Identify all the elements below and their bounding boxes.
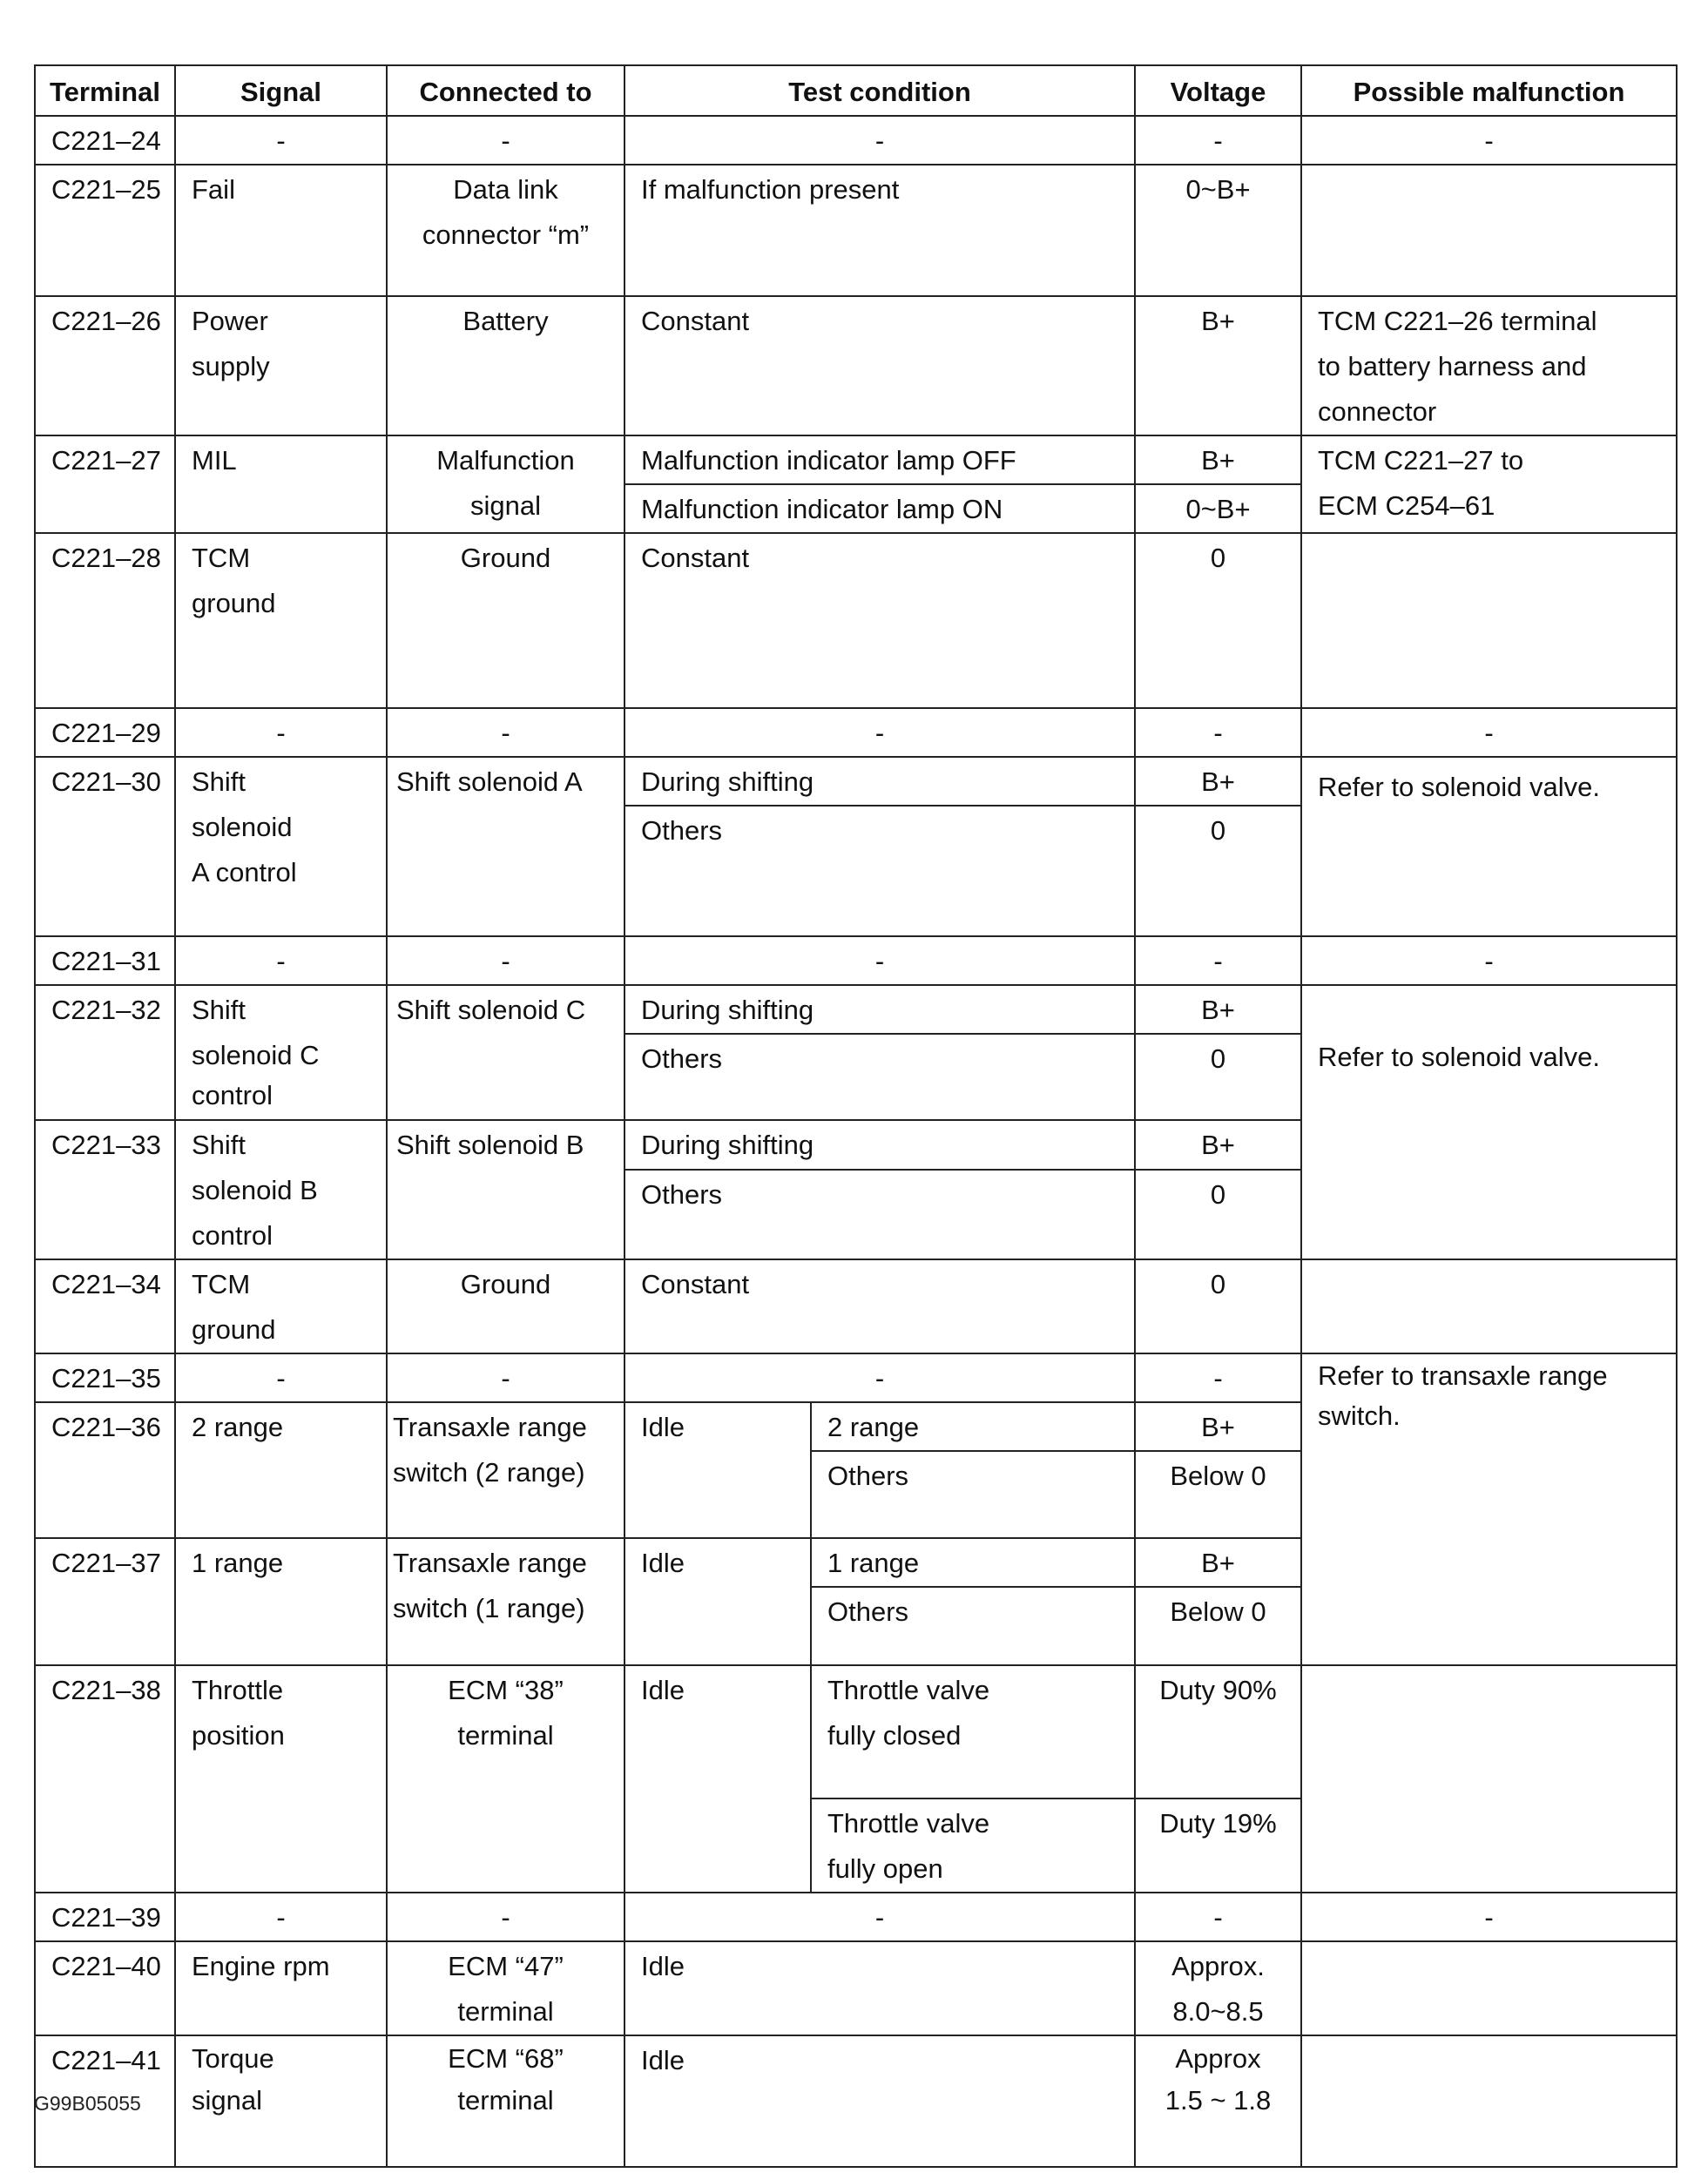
cell-condition: Idle	[624, 1538, 811, 1665]
cell-connected: ECM “68” terminal	[387, 2035, 624, 2167]
table-row	[35, 435, 1677, 484]
cell-condition: Constant	[624, 1259, 1135, 1353]
cell-condition: Others	[624, 1170, 1135, 1259]
cell-subcondition: Others	[811, 1451, 1135, 1538]
cell-subcondition: Throttle valve fully open	[811, 1798, 1135, 1893]
cell-condition: Idle	[624, 2035, 1135, 2167]
cell-signal: 2 range	[175, 1402, 387, 1538]
cell-signal: Engine rpm	[175, 1941, 387, 2035]
cell-voltage: B+	[1135, 1538, 1301, 1587]
cell-terminal: C221–29	[35, 708, 175, 757]
cell-condition: During shifting	[624, 1120, 1135, 1170]
cell-signal: TCM ground	[175, 533, 387, 708]
cell-subcondition: Throttle valve fully closed	[811, 1665, 1135, 1798]
cell-terminal: C221–35	[35, 1353, 175, 1402]
cell-terminal: C221–32	[35, 985, 175, 1120]
figure-code: G99B05055	[34, 2092, 141, 2115]
cell-voltage: -	[1135, 1353, 1301, 1402]
cell-signal: TCM ground	[175, 1259, 387, 1353]
cell-voltage: B+	[1135, 1402, 1301, 1451]
cell-malfunction: -	[1301, 708, 1677, 757]
cell-voltage: B+	[1135, 985, 1301, 1034]
cell-terminal: C221–36	[35, 1402, 175, 1538]
table-row	[35, 936, 1677, 985]
cell-connected: Malfunction signal	[387, 435, 624, 533]
cell-voltage: Approx. 8.0~8.5	[1135, 1941, 1301, 2035]
cell-signal: -	[175, 1893, 387, 1941]
cell-malfunction: Refer to solenoid valve.	[1301, 985, 1677, 1259]
cell-connected: Ground	[387, 533, 624, 708]
cell-connected: Ground	[387, 1259, 624, 1353]
cell-condition: Malfunction indicator lamp OFF	[624, 435, 1135, 484]
cell-terminal: C221–37	[35, 1538, 175, 1665]
cell-connected: ECM “47” terminal	[387, 1941, 624, 2035]
cell-malfunction: TCM C221–27 to ECM C254–61	[1301, 435, 1677, 533]
cell-voltage: Approx 1.5 ~ 1.8	[1135, 2035, 1301, 2167]
cell-signal: -	[175, 1353, 387, 1402]
cell-connected: ECM “38” terminal	[387, 1665, 624, 1893]
cell-terminal: C221–34	[35, 1259, 175, 1353]
cell-voltage: 0	[1135, 533, 1301, 708]
cell-condition: Idle	[624, 1402, 811, 1538]
cell-condition: Constant	[624, 533, 1135, 708]
cell-voltage: 0	[1135, 806, 1301, 936]
cell-terminal: C221–40	[35, 1941, 175, 2035]
cell-voltage: 0	[1135, 1259, 1301, 1353]
cell-connected: Shift solenoid C	[387, 985, 624, 1120]
cell-voltage: Duty 90%	[1135, 1665, 1301, 1798]
header-terminal: Terminal	[35, 65, 175, 116]
table-row	[35, 985, 1677, 1034]
cell-connected: -	[387, 708, 624, 757]
cell-connected: -	[387, 936, 624, 985]
terminal-table	[34, 64, 1678, 2168]
cell-voltage: -	[1135, 1893, 1301, 1941]
cell-connected: Transaxle range switch (1 range)	[387, 1538, 624, 1665]
cell-condition: Others	[624, 806, 1135, 936]
cell-signal: 1 range	[175, 1538, 387, 1665]
cell-condition: -	[624, 1353, 1135, 1402]
cell-condition: During shifting	[624, 985, 1135, 1034]
cell-terminal: C221–41	[35, 2035, 175, 2167]
cell-malfunction: -	[1301, 116, 1677, 165]
cell-connected: Battery	[387, 296, 624, 435]
cell-condition: Idle	[624, 1665, 811, 1893]
cell-terminal: C221–25	[35, 165, 175, 296]
cell-malfunction	[1301, 1665, 1677, 1893]
cell-connected: Shift solenoid B	[387, 1120, 624, 1259]
header-row	[35, 65, 1677, 116]
cell-malfunction: Refer to solenoid valve.	[1301, 757, 1677, 936]
cell-signal: Power supply	[175, 296, 387, 435]
cell-malfunction	[1301, 165, 1677, 296]
cell-malfunction	[1301, 533, 1677, 708]
cell-voltage: -	[1135, 116, 1301, 165]
cell-voltage: Below 0	[1135, 1451, 1301, 1538]
cell-connected: -	[387, 116, 624, 165]
table-row	[35, 165, 1677, 296]
cell-subcondition: Others	[811, 1587, 1135, 1665]
cell-malfunction: -	[1301, 936, 1677, 985]
cell-voltage: Below 0	[1135, 1587, 1301, 1665]
cell-malfunction: Refer to transaxle range switch.	[1301, 1353, 1677, 1665]
cell-voltage: Duty 19%	[1135, 1798, 1301, 1893]
cell-signal: Torque signal	[175, 2035, 387, 2167]
cell-malfunction	[1301, 2035, 1677, 2167]
cell-connected: -	[387, 1353, 624, 1402]
cell-voltage: B+	[1135, 757, 1301, 806]
table-row	[35, 1941, 1677, 2035]
cell-terminal: C221–39	[35, 1893, 175, 1941]
table-row	[35, 708, 1677, 757]
cell-terminal: C221–28	[35, 533, 175, 708]
table-row	[35, 1353, 1677, 1402]
header-connected-to: Connected to	[387, 65, 624, 116]
cell-condition: -	[624, 708, 1135, 757]
cell-malfunction: TCM C221–26 terminal to battery harness and connector	[1301, 296, 1677, 435]
cell-voltage: 0	[1135, 1170, 1301, 1259]
cell-signal: -	[175, 936, 387, 985]
cell-connected: Data link connector “m”	[387, 165, 624, 296]
cell-condition: If malfunction present	[624, 165, 1135, 296]
cell-connected: Transaxle range switch (2 range)	[387, 1402, 624, 1538]
cell-condition: During shifting	[624, 757, 1135, 806]
table-row	[35, 1259, 1677, 1353]
cell-condition: -	[624, 936, 1135, 985]
cell-condition: Constant	[624, 296, 1135, 435]
cell-malfunction	[1301, 1941, 1677, 2035]
cell-terminal: C221–33	[35, 1120, 175, 1259]
cell-signal: -	[175, 116, 387, 165]
cell-voltage: B+	[1135, 1120, 1301, 1170]
cell-voltage: B+	[1135, 296, 1301, 435]
cell-signal: MIL	[175, 435, 387, 533]
cell-voltage: -	[1135, 936, 1301, 985]
cell-terminal: C221–27	[35, 435, 175, 533]
cell-signal: Shift solenoid A control	[175, 757, 387, 936]
cell-signal: Throttle position	[175, 1665, 387, 1893]
cell-condition: Others	[624, 1034, 1135, 1120]
cell-signal: Shift solenoid B control	[175, 1120, 387, 1259]
cell-terminal: C221–30	[35, 757, 175, 936]
cell-connected: -	[387, 1893, 624, 1941]
cell-condition: -	[624, 116, 1135, 165]
table-row	[35, 116, 1677, 165]
header-voltage: Voltage	[1135, 65, 1301, 116]
cell-terminal: C221–24	[35, 116, 175, 165]
cell-voltage: -	[1135, 708, 1301, 757]
cell-malfunction	[1301, 1259, 1677, 1353]
header-signal: Signal	[175, 65, 387, 116]
cell-terminal: C221–31	[35, 936, 175, 985]
cell-condition: -	[624, 1893, 1135, 1941]
table-row	[35, 533, 1677, 708]
header-possible-malfunction: Possible malfunction	[1301, 65, 1677, 116]
table-row	[35, 296, 1677, 435]
table-row	[35, 1665, 1677, 1798]
cell-subcondition: 2 range	[811, 1402, 1135, 1451]
cell-malfunction: -	[1301, 1893, 1677, 1941]
cell-voltage: 0~B+	[1135, 484, 1301, 533]
table-row	[35, 1893, 1677, 1941]
cell-signal: Shift solenoid C control	[175, 985, 387, 1120]
cell-terminal: C221–26	[35, 296, 175, 435]
cell-voltage: 0~B+	[1135, 165, 1301, 296]
cell-terminal: C221–38	[35, 1665, 175, 1893]
cell-condition: Idle	[624, 1941, 1135, 2035]
header-test-condition: Test condition	[624, 65, 1135, 116]
cell-subcondition: 1 range	[811, 1538, 1135, 1587]
cell-voltage: B+	[1135, 435, 1301, 484]
cell-connected: Shift solenoid A	[387, 757, 624, 936]
cell-condition: Malfunction indicator lamp ON	[624, 484, 1135, 533]
table-row	[35, 2035, 1677, 2167]
table-row	[35, 757, 1677, 806]
cell-voltage: 0	[1135, 1034, 1301, 1120]
cell-signal: -	[175, 708, 387, 757]
cell-signal: Fail	[175, 165, 387, 296]
